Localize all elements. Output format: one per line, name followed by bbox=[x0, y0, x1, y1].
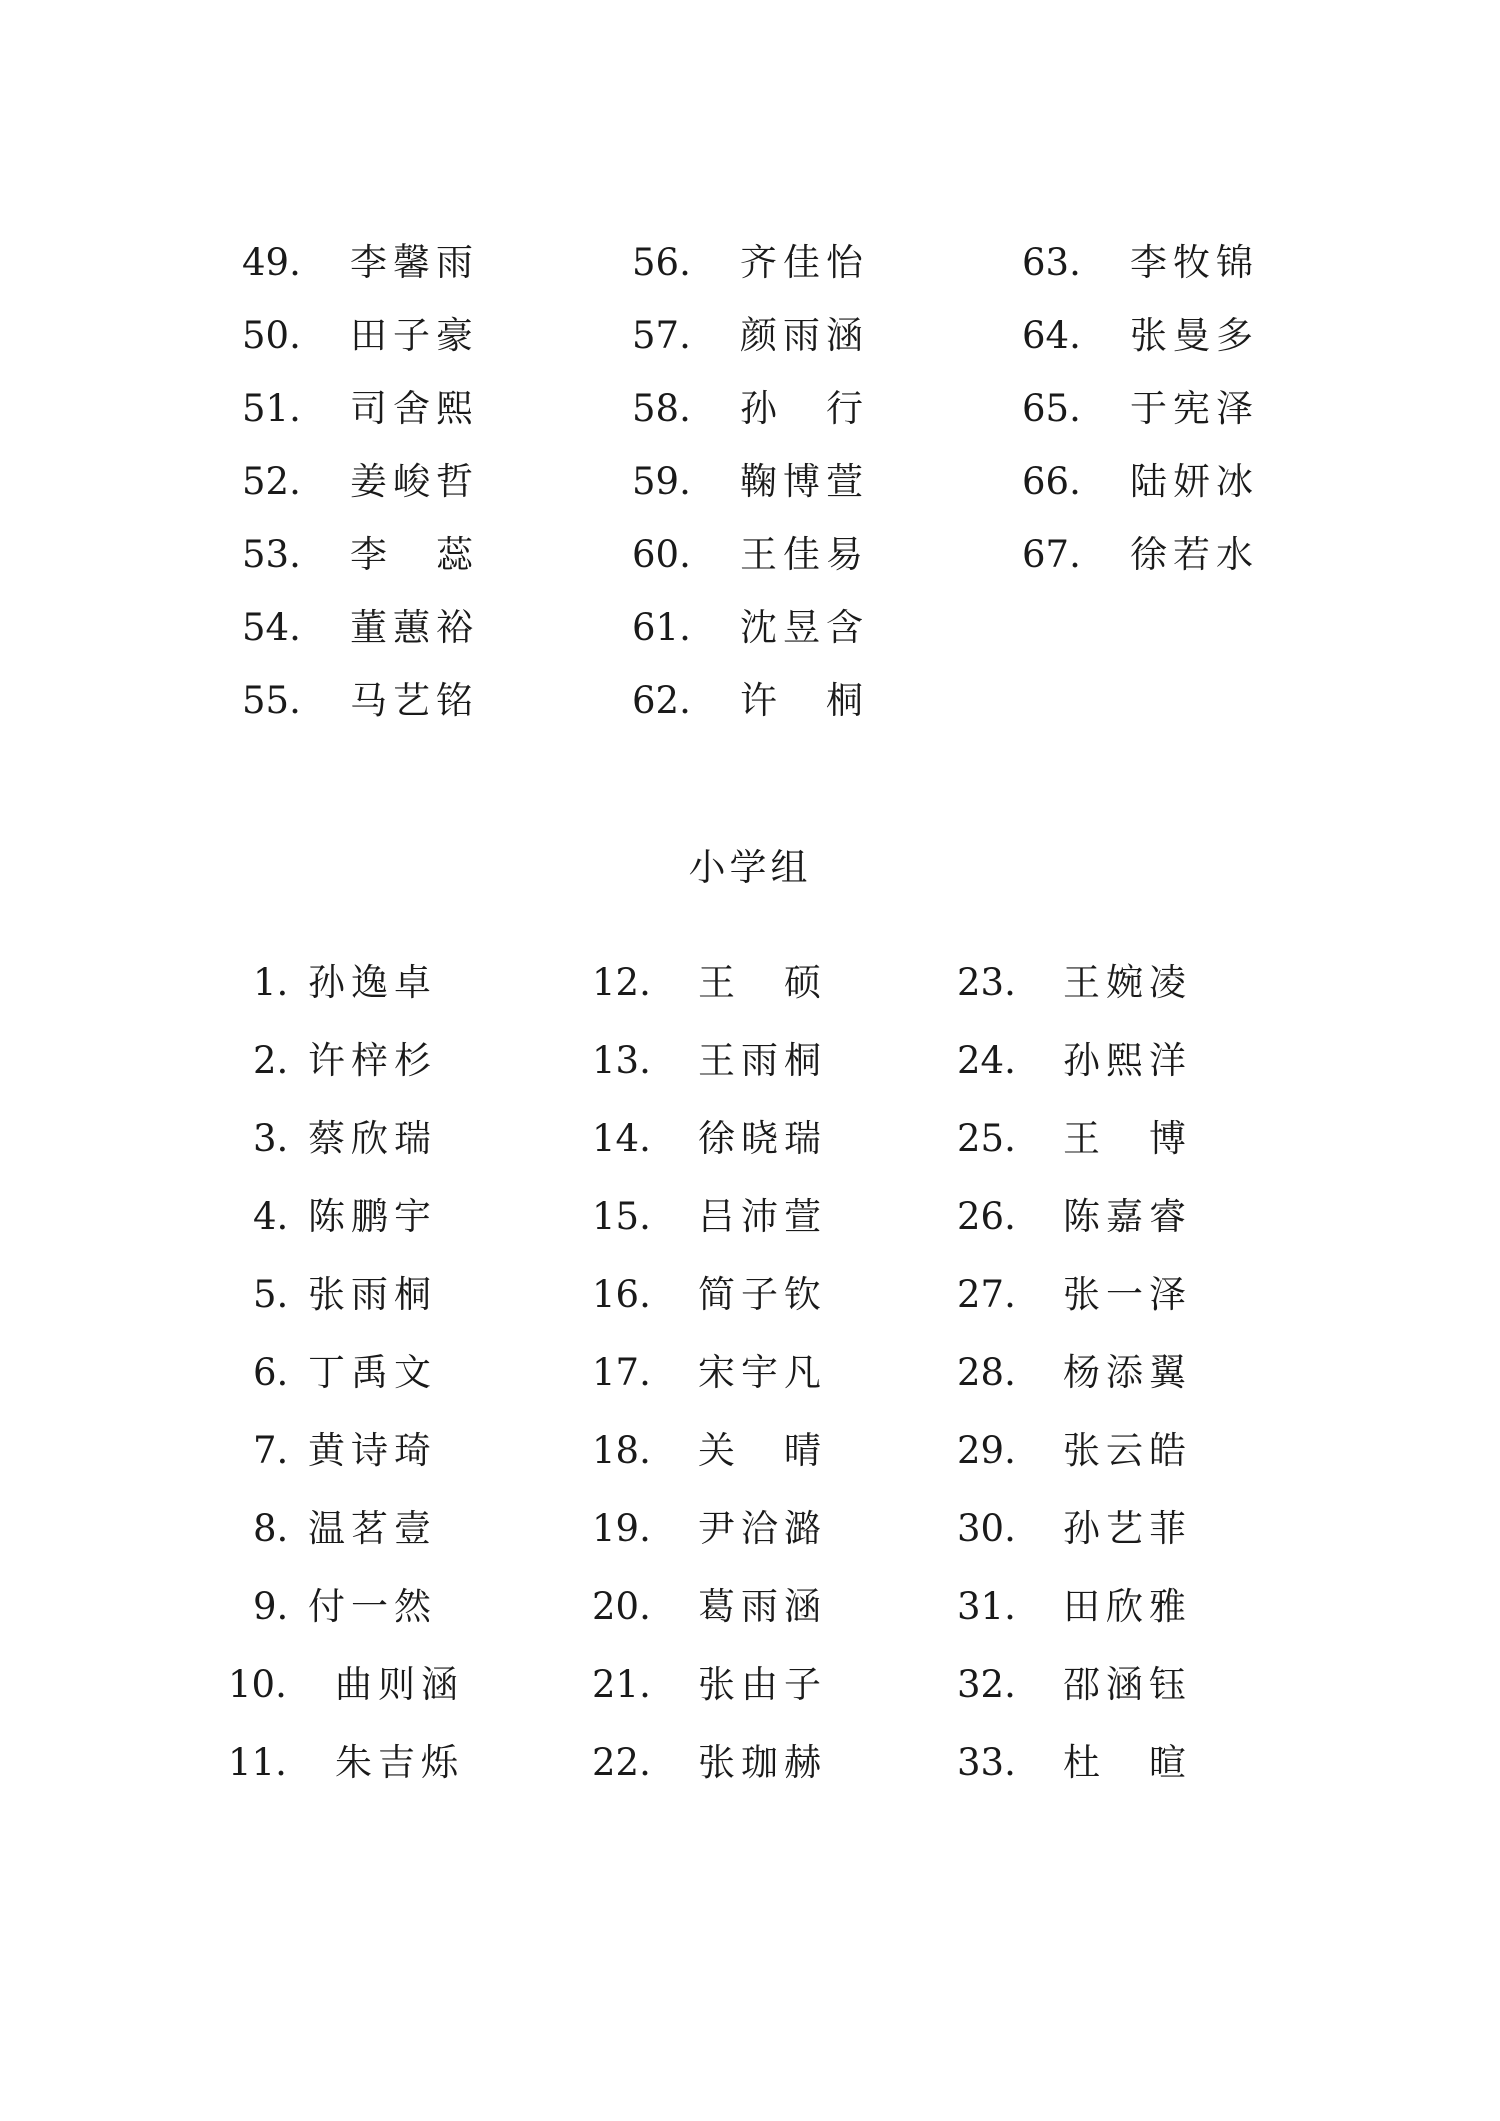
entry-name: 黄诗琦 bbox=[308, 1429, 437, 1472]
entry-number: 7. bbox=[253, 1429, 289, 1472]
entry-number: 22. bbox=[592, 1741, 651, 1784]
entry-name: 王雨桐 bbox=[698, 1039, 827, 1082]
entry-number: 62. bbox=[632, 679, 691, 722]
entry-name: 张一泽 bbox=[1063, 1273, 1192, 1316]
entry-number: 20. bbox=[592, 1585, 651, 1628]
entry-name: 张珈赫 bbox=[698, 1741, 827, 1784]
entry-number: 29. bbox=[957, 1429, 1016, 1472]
entry-name: 李馨雨 bbox=[350, 241, 479, 284]
entry-number: 28. bbox=[957, 1351, 1016, 1394]
entry-number: 63. bbox=[1022, 241, 1081, 284]
entry-name: 田欣雅 bbox=[1063, 1585, 1192, 1628]
entry-number: 50. bbox=[242, 314, 301, 357]
entry-name: 丁禹文 bbox=[308, 1351, 437, 1394]
entry-name: 曲则涵 bbox=[335, 1663, 464, 1706]
entry-number: 16. bbox=[592, 1273, 651, 1316]
entry-name: 邵涵钰 bbox=[1063, 1663, 1192, 1706]
entry-number: 27. bbox=[957, 1273, 1016, 1316]
entry-number: 51. bbox=[242, 387, 301, 430]
entry-number: 30. bbox=[957, 1507, 1016, 1550]
entry-name: 沈昱含 bbox=[740, 606, 869, 649]
entry-name: 齐佳怡 bbox=[740, 241, 869, 284]
list-item bbox=[0, 1348, 1500, 1398]
entry-number: 2. bbox=[253, 1039, 289, 1082]
entry-name: 李 蕊 bbox=[350, 533, 479, 576]
list-item bbox=[0, 603, 1500, 653]
entry-name: 张曼多 bbox=[1130, 314, 1259, 357]
entry-name: 许梓杉 bbox=[308, 1039, 437, 1082]
entry-number: 19. bbox=[592, 1507, 651, 1550]
entry-name: 关 晴 bbox=[698, 1429, 827, 1472]
entry-name: 王佳易 bbox=[740, 533, 869, 576]
entry-name: 鞠博萱 bbox=[740, 460, 869, 503]
entry-name: 孙逸卓 bbox=[308, 961, 437, 1004]
entry-name: 许 桐 bbox=[740, 679, 869, 722]
entry-number: 9. bbox=[253, 1585, 289, 1628]
entry-number: 33. bbox=[957, 1741, 1016, 1784]
entry-number: 14. bbox=[592, 1117, 651, 1160]
entry-name: 马艺铭 bbox=[350, 679, 479, 722]
entry-number: 61. bbox=[632, 606, 691, 649]
entry-name: 孙艺菲 bbox=[1063, 1507, 1192, 1550]
entry-number: 11. bbox=[228, 1741, 287, 1784]
entry-number: 17. bbox=[592, 1351, 651, 1394]
entry-number: 31. bbox=[957, 1585, 1016, 1628]
list-item bbox=[0, 1270, 1500, 1320]
entry-number: 23. bbox=[957, 961, 1016, 1004]
list-item bbox=[0, 676, 1500, 726]
entry-number: 24. bbox=[957, 1039, 1016, 1082]
list-item bbox=[0, 457, 1500, 507]
list-item bbox=[0, 1192, 1500, 1242]
entry-number: 59. bbox=[632, 460, 691, 503]
entry-name: 吕沛萱 bbox=[698, 1195, 827, 1238]
entry-name: 尹洽潞 bbox=[698, 1507, 827, 1550]
entry-name: 张雨桐 bbox=[308, 1273, 437, 1316]
entry-number: 56. bbox=[632, 241, 691, 284]
entry-name: 葛雨涵 bbox=[698, 1585, 827, 1628]
entry-number: 10. bbox=[228, 1663, 287, 1706]
entry-name: 张云皓 bbox=[1063, 1429, 1192, 1472]
list-item bbox=[0, 1426, 1500, 1476]
entry-name: 姜峻哲 bbox=[350, 460, 479, 503]
entry-number: 66. bbox=[1022, 460, 1081, 503]
entry-name: 徐晓瑞 bbox=[698, 1117, 827, 1160]
entry-number: 54. bbox=[242, 606, 301, 649]
list-item bbox=[0, 311, 1500, 361]
entry-number: 13. bbox=[592, 1039, 651, 1082]
entry-number: 3. bbox=[253, 1117, 289, 1160]
entry-name: 杜 暄 bbox=[1063, 1741, 1192, 1784]
entry-name: 颜雨涵 bbox=[740, 314, 869, 357]
list-item bbox=[0, 1036, 1500, 1086]
entry-name: 陆妍冰 bbox=[1130, 460, 1259, 503]
list-item bbox=[0, 1114, 1500, 1164]
entry-name: 宋宇凡 bbox=[698, 1351, 827, 1394]
entry-number: 60. bbox=[632, 533, 691, 576]
list-item bbox=[0, 1504, 1500, 1554]
entry-name: 王 博 bbox=[1063, 1117, 1192, 1160]
entry-number: 21. bbox=[592, 1663, 651, 1706]
entry-name: 徐若水 bbox=[1130, 533, 1259, 576]
entry-number: 57. bbox=[632, 314, 691, 357]
entry-number: 15. bbox=[592, 1195, 651, 1238]
entry-name: 朱吉烁 bbox=[335, 1741, 464, 1784]
entry-number: 53. bbox=[242, 533, 301, 576]
entry-name: 付一然 bbox=[308, 1585, 437, 1628]
entry-number: 1. bbox=[253, 961, 289, 1004]
entry-number: 18. bbox=[592, 1429, 651, 1472]
entry-number: 25. bbox=[957, 1117, 1016, 1160]
entry-name: 王 硕 bbox=[698, 961, 827, 1004]
entry-name: 田子豪 bbox=[350, 314, 479, 357]
entry-number: 49. bbox=[242, 241, 301, 284]
entry-number: 67. bbox=[1022, 533, 1081, 576]
entry-number: 6. bbox=[253, 1351, 289, 1394]
entry-name: 李牧锦 bbox=[1130, 241, 1259, 284]
entry-name: 于宪泽 bbox=[1130, 387, 1259, 430]
section-title-primary: 小学组 bbox=[688, 846, 812, 889]
entry-name: 司舍熙 bbox=[350, 387, 479, 430]
entry-name: 杨添翼 bbox=[1063, 1351, 1192, 1394]
list-item bbox=[0, 958, 1500, 1008]
entry-number: 65. bbox=[1022, 387, 1081, 430]
entry-number: 32. bbox=[957, 1663, 1016, 1706]
entry-name: 蔡欣瑞 bbox=[308, 1117, 437, 1160]
entry-name: 张由子 bbox=[698, 1663, 827, 1706]
entry-name: 王婉凌 bbox=[1063, 961, 1192, 1004]
entry-name: 温茗壹 bbox=[308, 1507, 437, 1550]
entry-number: 55. bbox=[242, 679, 301, 722]
entry-number: 12. bbox=[592, 961, 651, 1004]
entry-number: 4. bbox=[253, 1195, 289, 1238]
list-item bbox=[0, 530, 1500, 580]
list-item bbox=[0, 1660, 1500, 1710]
entry-name: 董蕙裕 bbox=[350, 606, 479, 649]
entry-number: 26. bbox=[957, 1195, 1016, 1238]
entry-name: 陈鹏宇 bbox=[308, 1195, 437, 1238]
list-item bbox=[0, 238, 1500, 288]
entry-number: 58. bbox=[632, 387, 691, 430]
entry-name: 陈嘉睿 bbox=[1063, 1195, 1192, 1238]
list-item bbox=[0, 1738, 1500, 1788]
entry-number: 5. bbox=[253, 1273, 289, 1316]
list-item bbox=[0, 384, 1500, 434]
entry-name: 简子钦 bbox=[698, 1273, 827, 1316]
entry-number: 52. bbox=[242, 460, 301, 503]
entry-number: 8. bbox=[253, 1507, 289, 1550]
entry-name: 孙熙洋 bbox=[1063, 1039, 1192, 1082]
list-item bbox=[0, 1582, 1500, 1632]
entry-number: 64. bbox=[1022, 314, 1081, 357]
entry-name: 孙 行 bbox=[740, 387, 869, 430]
